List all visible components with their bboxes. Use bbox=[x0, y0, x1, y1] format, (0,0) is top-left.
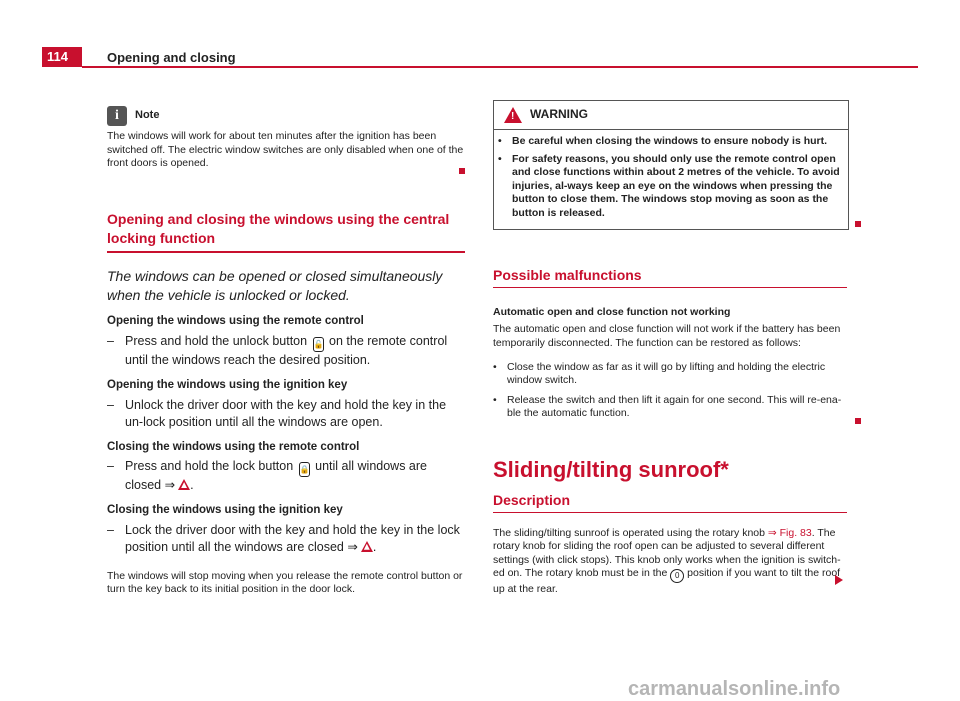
malfunction-bullet-text: Close the window as far as it will go by lifting and holding the electric window switch. bbox=[507, 360, 826, 387]
step-item: – Press and hold the lock button 🔒 until all windows are closed ⇒ . bbox=[107, 459, 427, 493]
chapter-title: Opening and closing bbox=[107, 50, 236, 65]
step-item: – Lock the driver door with the key and hold the key in the lock position until all the windows are closed ⇒ . bbox=[107, 522, 460, 554]
note-title: Note bbox=[135, 109, 160, 122]
warning-item: • For safety reasons, you should only use the remote control open and close functions within about 2 metres of the vehicle. To avoid injuries, al-ways keep an eye on the windows when pressing the button to close them. The windows stop moving as soon as the button is released. bbox=[498, 153, 844, 221]
sunroof-title: Sliding/tilting sunroof* bbox=[493, 456, 729, 482]
step-text: on the remote control until the windows reach the desired position. bbox=[125, 333, 448, 367]
step-text: Unlock the driver door with the key and hold the key in the un-lock position until all the windows are open. bbox=[125, 397, 447, 429]
step-heading: Opening the windows using the remote control bbox=[107, 315, 364, 328]
step-item: – Press and hold the unlock button 🔓 on the remote control until the windows reach the desired position. bbox=[107, 333, 448, 367]
warning-ref-icon[interactable] bbox=[361, 541, 373, 552]
sunroof-text bbox=[493, 527, 847, 597]
left-column bbox=[107, 106, 465, 597]
step-heading: Opening the windows using the ignition key bbox=[107, 378, 348, 391]
warning-title: WARNING bbox=[530, 107, 588, 122]
sunroof-text-part: position if you want to tilt the roof up at the rear. bbox=[493, 567, 841, 596]
step-text: Lock the driver door with the key and hold the key in the lock position until all the windows are closed ⇒ bbox=[125, 522, 460, 554]
warning-body bbox=[494, 130, 848, 229]
page-number: 114 bbox=[42, 47, 82, 67]
lock-key-icon: 🔒 bbox=[299, 462, 310, 477]
sunroof-subtitle: Description bbox=[493, 494, 847, 513]
end-marker bbox=[855, 221, 861, 227]
malfunctions-title: Possible malfunctions bbox=[493, 269, 847, 288]
step-text: until all windows are closed ⇒ bbox=[125, 459, 427, 493]
warning-box bbox=[493, 100, 849, 230]
section-title: Opening and closing the windows using the central locking function bbox=[107, 210, 465, 253]
watermark: carmanualsonline.info bbox=[628, 678, 841, 700]
unlock-key-icon: 🔓 bbox=[313, 337, 324, 352]
malfunction-bullet: • Release the switch and then lift it again for one second. This will re-ena-ble the automatic function. bbox=[493, 394, 847, 421]
sunroof-text-part: The sliding/tilting sunroof is operated using the rotary knob bbox=[493, 526, 765, 539]
section-footer-text: The windows will stop moving when you release the remote control button or turn the key back to its initial position in the door lock. bbox=[107, 569, 463, 596]
warning-item-text: Be careful when closing the windows to ensure nobody is hurt. bbox=[512, 135, 828, 147]
sunroof-text-part: . The rotary knob for sliding the roof open can be adjusted to several different settings (with click stops). This knob only works when the ignition is switch-ed on. The rotary knob must be in the bbox=[493, 526, 841, 580]
malfunctions-text: The automatic open and close function will not work if the battery has been temporarily disconnected. The function can be restored as follows: bbox=[493, 323, 841, 349]
info-icon: i bbox=[107, 106, 127, 126]
right-column bbox=[493, 100, 847, 597]
step-heading: Closing the windows using the ignition key bbox=[107, 504, 343, 517]
warning-ref-icon[interactable] bbox=[178, 479, 190, 490]
figure-link[interactable]: ⇒ Fig. 83 bbox=[767, 526, 812, 539]
end-marker bbox=[459, 168, 465, 174]
end-marker bbox=[855, 418, 861, 424]
section-lead: The windows can be opened or closed simultaneously when the vehicle is unlocked or locked. bbox=[107, 268, 443, 304]
continue-arrow-icon bbox=[835, 575, 843, 585]
header-rule bbox=[82, 66, 918, 68]
warning-item: • Be careful when closing the windows to ensure nobody is hurt. bbox=[498, 135, 828, 147]
step-item: – Unlock the driver door with the key and hold the key in the un-lock position until all the windows are open. bbox=[107, 397, 465, 431]
knob-position-marker: 0 bbox=[670, 569, 684, 583]
malfunction-bullet-text: Release the switch and then lift it again for one second. This will re-ena-ble the automatic function. bbox=[507, 393, 842, 420]
step-text: Press and hold the unlock button bbox=[125, 333, 308, 348]
warning-header bbox=[494, 101, 848, 130]
note-header bbox=[107, 106, 465, 126]
step-heading: Closing the windows using the remote control bbox=[107, 440, 360, 453]
warning-icon: ! bbox=[504, 107, 522, 123]
malfunctions-subhead: Automatic open and close function not working bbox=[493, 305, 731, 318]
malfunction-bullet: • Close the window as far as it will go by lifting and holding the electric window switch. bbox=[493, 361, 847, 388]
note-text-body: The windows will work for about ten minutes after the ignition has been switched off. The electric window switches are only disabled when one of the front doors is opened. bbox=[107, 130, 464, 170]
warning-item-text: For safety reasons, you should only use the remote control open and close functions within about 2 metres of the vehicle. To avoid injuries, al-ways keep an eye on the windows when pressing the button to close them. The windows stop moving as soon as the button is released. bbox=[512, 152, 840, 219]
step-text: Press and hold the lock button bbox=[125, 459, 294, 474]
